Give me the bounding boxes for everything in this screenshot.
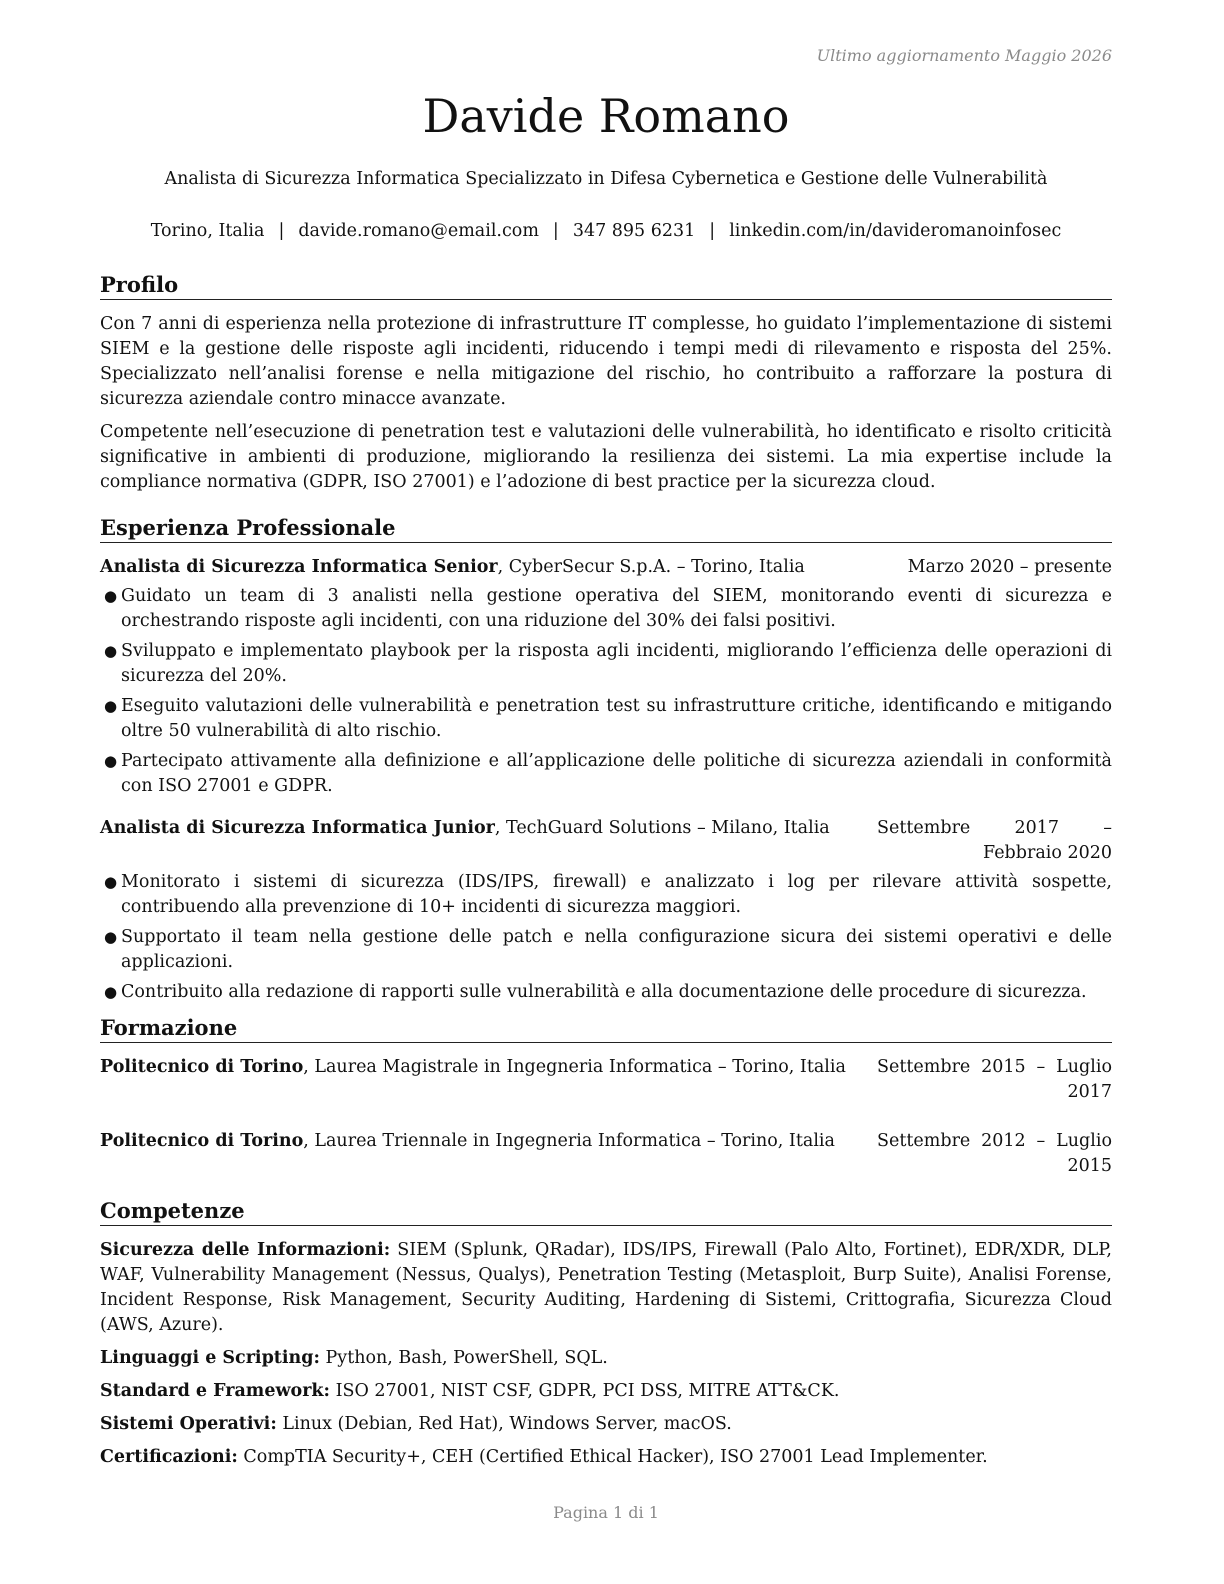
section-title-skills: Competenze	[100, 1197, 1112, 1226]
profile-paragraph: Con 7 anni di esperienza nella protezione di infrastrutture IT complesse, ho guidato l’implementazione di sistemi SIEM e la gestione delle risposte agli incidenti, riducendo i tempi medi di rilevamento e risposta del 25%. Specializzato nell’analisi forense e nella mitigazione del rischio, ho contribuito a rafforzare la postura di sicurezza aziendale contro minacce avanzate.	[100, 314, 1112, 409]
education-line	[100, 1129, 877, 1154]
profile-paragraph: Competente nell’esecuzione di penetration test e valutazioni delle vulnerabilità, ho identificato e risolto criticità significative in ambienti di produzione, migliorando la resilienza dei sistemi. La mia expertise include la compliance normativa (GDPR, ISO 27001) e l’adozione di best practice per la sicurezza cloud.	[100, 422, 1112, 492]
education-degree: , Laurea Triennale in Ingegneria Informatica – Torino, Italia	[303, 1131, 835, 1151]
skill-value: Python, Bash, PowerShell, SQL.	[319, 1348, 608, 1368]
bullet-icon: ●	[104, 928, 118, 946]
skill-row	[100, 1238, 1112, 1338]
skill-label: Linguaggi e Scripting:	[100, 1348, 320, 1368]
bullet-icon: ●	[104, 587, 118, 605]
job-company: , CyberSecur S.p.A. – Torino, Italia	[497, 557, 805, 577]
list-item	[100, 749, 1112, 799]
bullet-text: Partecipato attivamente alla definizione e all’applicazione delle politiche di sicurezza aziendali in conformità con ISO 27001 e GDPR.	[121, 751, 1112, 796]
skill-label: Standard e Framework:	[100, 1381, 331, 1401]
education-degree: , Laurea Magistrale in Ingegneria Informatica – Torino, Italia	[303, 1057, 846, 1077]
bullet-text: Supportato il team nella gestione delle patch e nella configurazione sicura dei sistemi operativi e delle applicazioni.	[121, 927, 1112, 972]
skill-label: Certificazioni:	[100, 1447, 238, 1467]
job-dates: Marzo 2020 – presente	[907, 557, 1112, 577]
skill-value: SIEM (Splunk, QRadar), IDS/IPS, Firewall (Palo Alto, Fortinet), EDR/XDR, DLP, WAF, Vulnerability Management (Nessus, Qualys), Penetration Testing (Metasploit, Burp Suite), Analisi Forense, Incident Response, Risk Management, Security Auditing, Hardening di Sistemi, Crittografia, Sicurezza Cloud (AWS, Azure).	[100, 1240, 1112, 1335]
bullet-text: Sviluppato e implementato playbook per la risposta agli incidenti, migliorando l’efficienza delle operazioni di sicurezza del 20%.	[121, 641, 1112, 686]
contact-linkedin[interactable]: linkedin.com/in/davideromanoinfosec	[729, 221, 1062, 241]
skill-value: Linux (Debian, Red Hat), Windows Server, macOS.	[276, 1414, 732, 1434]
job-company: , TechGuard Solutions – Milano, Italia	[494, 818, 830, 838]
skill-row	[100, 1445, 1112, 1470]
job-title-line	[100, 555, 908, 580]
job-role: Analista di Sicurezza Informatica Junior	[100, 818, 495, 838]
contact-separator: |	[278, 221, 285, 241]
education-dates: Settembre 2015 – Luglio 2017	[877, 1057, 1112, 1102]
list-item	[100, 694, 1112, 744]
list-item	[100, 870, 1112, 920]
page-footer: Pagina 1 di 1	[553, 1503, 659, 1522]
section-title-profile: Profilo	[100, 271, 1112, 300]
skill-label: Sicurezza delle Informazioni:	[100, 1240, 391, 1260]
list-item	[100, 639, 1112, 689]
education-school: Politecnico di Torino	[100, 1131, 304, 1151]
bullet-text: Contribuito alla redazione di rapporti sulle vulnerabilità e alla documentazione delle procedure di sicurezza.	[121, 982, 1087, 1002]
experience-section	[100, 514, 1112, 1010]
bullet-text: Monitorato i sistemi di sicurezza (IDS/IPS, firewall) e analizzato i log per rilevare attività sospette, contribuendo alla prevenzione di 10+ incidenti di sicurezza maggiori.	[121, 872, 1112, 917]
contact-line	[100, 219, 1112, 244]
list-item	[100, 584, 1112, 634]
tagline: Analista di Sicurezza Informatica Specializzato in Difesa Cybernetica e Gestione delle Vulnerabilità	[164, 169, 1048, 189]
education-line	[100, 1055, 877, 1080]
resume-page	[100, 0, 1112, 1584]
contact-location: Torino, Italia	[150, 221, 265, 241]
education-section	[100, 1014, 1112, 1179]
skill-row	[100, 1379, 1112, 1404]
job-header	[100, 816, 1112, 866]
education-school: Politecnico di Torino	[100, 1057, 304, 1077]
bullet-text: Eseguito valutazioni delle vulnerabilità e penetration test su infrastrutture critiche, identificando e mitigando oltre 50 vulnerabilità di alto rischio.	[121, 696, 1112, 741]
skill-row	[100, 1346, 1112, 1371]
education-entry	[100, 1055, 1112, 1105]
job-header	[100, 555, 1112, 580]
job-role: Analista di Sicurezza Informatica Senior	[100, 557, 498, 577]
bullet-icon: ●	[104, 752, 118, 770]
bullet-icon: ●	[104, 642, 118, 660]
candidate-name: Davide Romano	[422, 89, 790, 143]
contact-separator: |	[709, 221, 716, 241]
contact-phone: 347 895 6231	[572, 221, 696, 241]
skill-row	[100, 1412, 1112, 1437]
section-title-education: Formazione	[100, 1014, 1112, 1043]
contact-email[interactable]: davide.romano@email.com	[298, 221, 539, 241]
job-bullets	[100, 584, 1112, 799]
education-dates: Settembre 2012 – Luglio 2015	[877, 1131, 1112, 1176]
bullet-text: Guidato un team di 3 analisti nella gestione operativa del SIEM, monitorando eventi di sicurezza e orchestrando risposte agli incidenti, con una riduzione del 30% dei falsi positivi.	[121, 586, 1112, 631]
job-title-line	[100, 816, 877, 841]
skill-value: CompTIA Security+, CEH (Certified Ethical Hacker), ISO 27001 Lead Implementer.	[237, 1447, 988, 1467]
section-title-experience: Esperienza Professionale	[100, 514, 1112, 543]
job-bullets	[100, 870, 1112, 1005]
list-item	[100, 980, 1112, 1005]
bullet-icon: ●	[104, 873, 118, 891]
job-entry	[100, 816, 1112, 1005]
bullet-icon: ●	[104, 983, 118, 1001]
education-entry	[100, 1129, 1112, 1179]
list-item	[100, 925, 1112, 975]
job-dates: Settembre 2017 – Febbraio 2020	[877, 818, 1112, 863]
skill-label: Sistemi Operativi:	[100, 1414, 277, 1434]
skills-section	[100, 1197, 1112, 1478]
skill-value: ISO 27001, NIST CSF, GDPR, PCI DSS, MITRE ATT&CK.	[330, 1381, 840, 1401]
job-entry	[100, 555, 1112, 799]
profile-section	[100, 271, 1112, 503]
contact-separator: |	[552, 221, 559, 241]
last-updated: Ultimo aggiornamento Maggio 2026	[816, 46, 1112, 65]
bullet-icon: ●	[104, 697, 118, 715]
